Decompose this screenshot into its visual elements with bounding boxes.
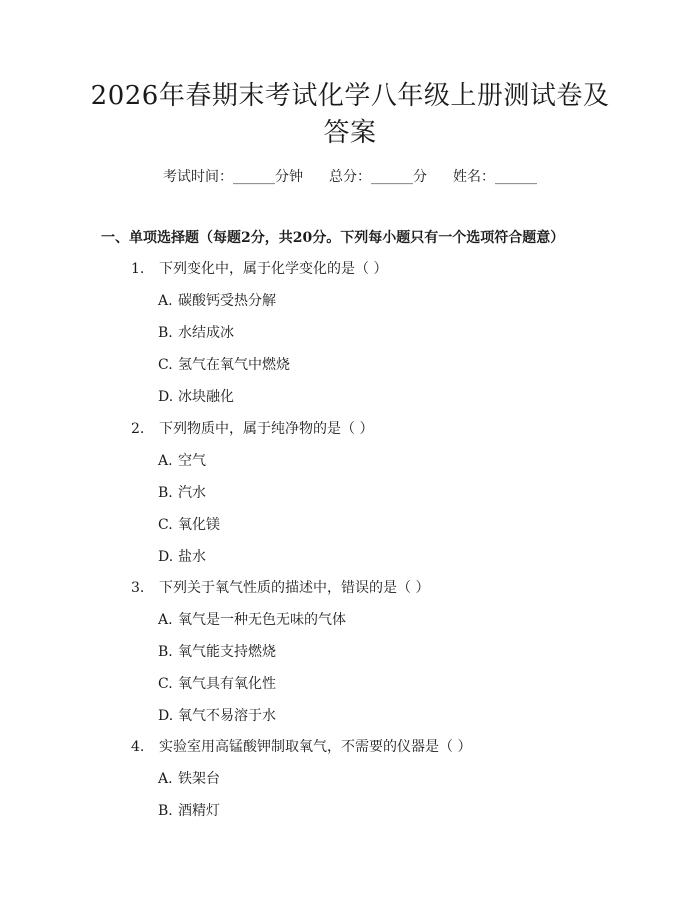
q1-option-c [158,355,290,375]
q2-option-d [158,547,206,567]
question-text: 下列变化中，属于化学变化的是（ ） [159,261,388,277]
question-number: 3. [131,580,145,596]
option-label: A. [158,453,173,469]
option-text: 氧气能支持燃烧 [178,644,276,660]
q4-option-a [158,769,220,789]
total-score-field: 总分：______分 [329,169,427,185]
exam-meta-line [0,167,700,187]
exam-title: 2026年春期末考试化学八年级上册测试卷及答案 [90,81,610,148]
option-label: C. [158,357,173,373]
option-text: 水结成冰 [178,325,234,341]
option-text: 氧气不易溶于水 [178,708,276,724]
section-heading: 一、单项选择题（每题2分，共20分。下列每小题只有一个选项符合题意） [101,230,565,246]
option-label: B. [158,485,173,501]
option-text: 酒精灯 [178,803,220,819]
q2-option-a [158,451,206,471]
q3-option-c [158,674,276,694]
q3-option-b [158,642,276,662]
option-label: B. [158,325,173,341]
option-label: D. [158,708,174,724]
q3-option-d [158,706,276,726]
exam-time-field: 考试时间：______分钟 [163,169,303,185]
option-text: 冰块融化 [178,389,234,405]
question-text: 下列关于氧气性质的描述中，错误的是（ ） [159,580,430,596]
question-number: 2. [131,421,145,437]
option-label: B. [158,644,173,660]
question-2 [131,419,373,439]
option-text: 氧化镁 [178,517,220,533]
q3-option-a [158,610,346,630]
option-text: 氧气具有氧化性 [178,676,276,692]
question-1 [131,259,387,279]
option-text: 汽水 [178,485,206,501]
option-label: D. [158,389,174,405]
option-label: C. [158,676,173,692]
option-label: A. [158,293,173,309]
question-text: 实验室用高锰酸钾制取氧气，不需要的仪器是（ ） [159,739,472,755]
q4-option-b [158,801,220,821]
option-label: B. [158,803,173,819]
question-3 [131,578,429,598]
q2-option-c [158,515,220,535]
q1-option-b [158,323,234,343]
question-number: 4. [131,739,145,755]
option-text: 铁架台 [178,771,220,787]
option-label: D. [158,549,174,565]
option-text: 空气 [178,453,206,469]
q1-option-d [158,387,234,407]
q2-option-b [158,483,206,503]
question-number: 1. [131,261,145,277]
q1-option-a [158,291,276,311]
question-text: 下列物质中，属于纯净物的是（ ） [159,421,374,437]
option-text: 氧气是一种无色无味的气体 [178,612,346,628]
name-field: 姓名：______ [453,169,537,185]
option-text: 氢气在氧气中燃烧 [178,357,290,373]
option-label: A. [158,771,173,787]
option-label: A. [158,612,173,628]
question-4 [131,737,471,757]
option-label: C. [158,517,173,533]
option-text: 盐水 [178,549,206,565]
option-text: 碳酸钙受热分解 [178,293,276,309]
